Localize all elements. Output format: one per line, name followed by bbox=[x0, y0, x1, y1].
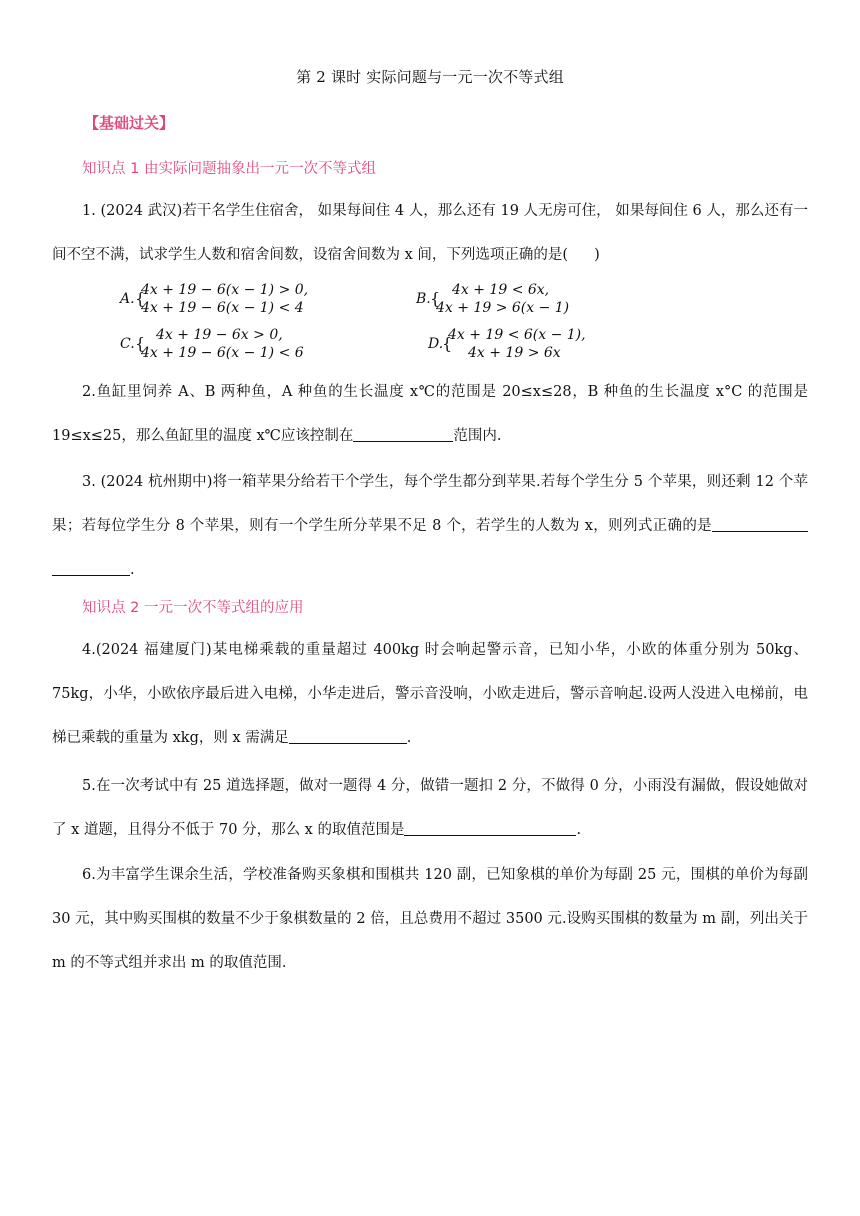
option-a bbox=[120, 282, 380, 322]
question-5-text: 5.在一次考试中有 25 道选择题，做对一题得 4 分，做错一题扣 2 分，不做得 0 分，小雨没有漏做，假设她做对了 x 道题，且得分不低于 70 分，那么 x 的取值范围是 bbox=[52, 778, 808, 838]
question-2-text: 2.鱼缸里饲养 A、B 两种鱼，A 种鱼的生长温度 x℃的范围是 20≤x≤28，B 种鱼的生长温度 x°C 的范围是 19≤x≤25，那么鱼缸里的温度 x℃应该控制在 bbox=[52, 384, 808, 444]
question-3-text: 3. (2024 杭州期中)将一箱苹果分给若干个学生，每个学生都分到苹果.若每个学生分 5 个苹果，则还剩 12 个苹果；若每位学生分 8 个苹果，则有一个学生所分苹果不足 8 个，若学生的人数为 x，则列式正确的是 bbox=[52, 474, 808, 534]
brace-icon: { bbox=[135, 289, 146, 308]
question-3: 3. (2024 杭州期中)将一箱苹果分给若干个学生，每个学生都分到苹果.若每个学生分 5 个苹果，则还剩 12 个苹果；若每位学生分 8 个苹果，则有一个学生所分苹果不足 8 个，若学生的人数为 x，则列式正确的是 . bbox=[52, 474, 808, 578]
answer-blank[interactable] bbox=[712, 517, 808, 532]
page-title: 第 2 课时 实际问题与一元一次不等式组 bbox=[296, 68, 564, 86]
option-b-label: B. bbox=[416, 291, 431, 307]
answer-blank[interactable] bbox=[404, 821, 576, 836]
option-d-label: D. bbox=[428, 336, 444, 352]
question-1-text: 1. (2024 武汉)若干名学生住宿舍， 如果每间住 4 人，那么还有 19 人无房可住， 如果每间住 6 人，那么还有一间不空不满，试求学生人数和宿舍间数，设宿舍间数为 x 间，下列选项正确的是( bbox=[52, 203, 808, 263]
answer-blank[interactable] bbox=[289, 729, 407, 744]
knowledge-point-1: 知识点 1 由实际问题抽象出一元一次不等式组 bbox=[82, 161, 376, 177]
brace-icon: { bbox=[442, 334, 453, 353]
option-d-line2: 4x + 19 > 6x bbox=[468, 345, 561, 361]
section-heading: 【基础过关】 bbox=[84, 114, 175, 132]
option-d-line1: 4x + 19 < 6(x − 1), bbox=[448, 327, 586, 343]
question-5: 5.在一次考试中有 25 道选择题，做对一题得 4 分，做错一题扣 2 分，不做得 0 分，小雨没有漏做，假设她做对了 x 道题，且得分不低于 70 分，那么 x 的取值范围是 . bbox=[52, 778, 808, 838]
option-a-line1: 4x + 19 − 6(x − 1) > 0, bbox=[141, 282, 309, 298]
option-c-line1: 4x + 19 − 6x > 0, bbox=[156, 327, 283, 343]
option-d bbox=[428, 327, 648, 367]
option-b bbox=[416, 282, 636, 322]
brace-icon: { bbox=[430, 289, 441, 308]
option-c-line2: 4x + 19 − 6(x − 1) < 6 bbox=[141, 345, 304, 361]
question-4: 4.(2024 福建厦门)某电梯乘载的重量超过 400kg 时会响起警示音，已知小华，小欧的体重分别为 50kg、75kg，小华，小欧依序最后进入电梯，小华走进后，警示音没响，小欧走进后，警示音响起.设两人没进入电梯前，电梯已乘载的重量为 xkg，则 x 需满足 . bbox=[52, 642, 808, 746]
option-c-label: C. bbox=[120, 336, 135, 352]
option-b-line2: 4x + 19 > 6(x − 1) bbox=[436, 300, 570, 316]
knowledge-point-2: 知识点 2 一元一次不等式组的应用 bbox=[82, 600, 304, 616]
option-a-label: A. bbox=[120, 291, 135, 307]
question-6-text: 6.为丰富学生课余生活，学校准备购买象棋和围棋共 120 副，已知象棋的单价为每副 25 元，围棋的单价为每副 30 元，其中购买围棋的数量不少于象棋数量的 2 倍，且总费用不超过 3500 元.设购买围棋的数量为 m 副，列出关于 m 的不等式组并求出 m 的取值范围. bbox=[52, 867, 808, 971]
question-2: 2.鱼缸里饲养 A、B 两种鱼，A 种鱼的生长温度 x℃的范围是 20≤x≤28，B 种鱼的生长温度 x°C 的范围是 19≤x≤25，那么鱼缸里的温度 x℃应该控制在 范围内. bbox=[52, 384, 808, 444]
question-6 bbox=[52, 853, 808, 985]
answer-blank[interactable] bbox=[353, 427, 453, 442]
answer-blank[interactable] bbox=[52, 561, 130, 576]
brace-icon: { bbox=[135, 334, 146, 353]
option-a-line2: 4x + 19 − 6(x − 1) < 4 bbox=[141, 300, 304, 316]
question-4-text: 4.(2024 福建厦门)某电梯乘载的重量超过 400kg 时会响起警示音，已知小华，小欧的体重分别为 50kg、75kg，小华，小欧依序最后进入电梯，小华走进后，警示音没响，小欧走进后，警示音响起.设两人没进入电梯前，电梯已乘载的重量为 xkg，则 x 需满足 bbox=[52, 642, 808, 746]
option-b-line1: 4x + 19 < 6x, bbox=[452, 282, 550, 298]
option-c bbox=[120, 327, 380, 367]
question-1: 1. (2024 武汉)若干名学生住宿舍， 如果每间住 4 人，那么还有 19 人无房可住， 如果每间住 6 人，那么还有一间不空不满，试求学生人数和宿舍间数，设宿舍间数为 x 间，下列选项正确的是( ) bbox=[52, 203, 808, 263]
